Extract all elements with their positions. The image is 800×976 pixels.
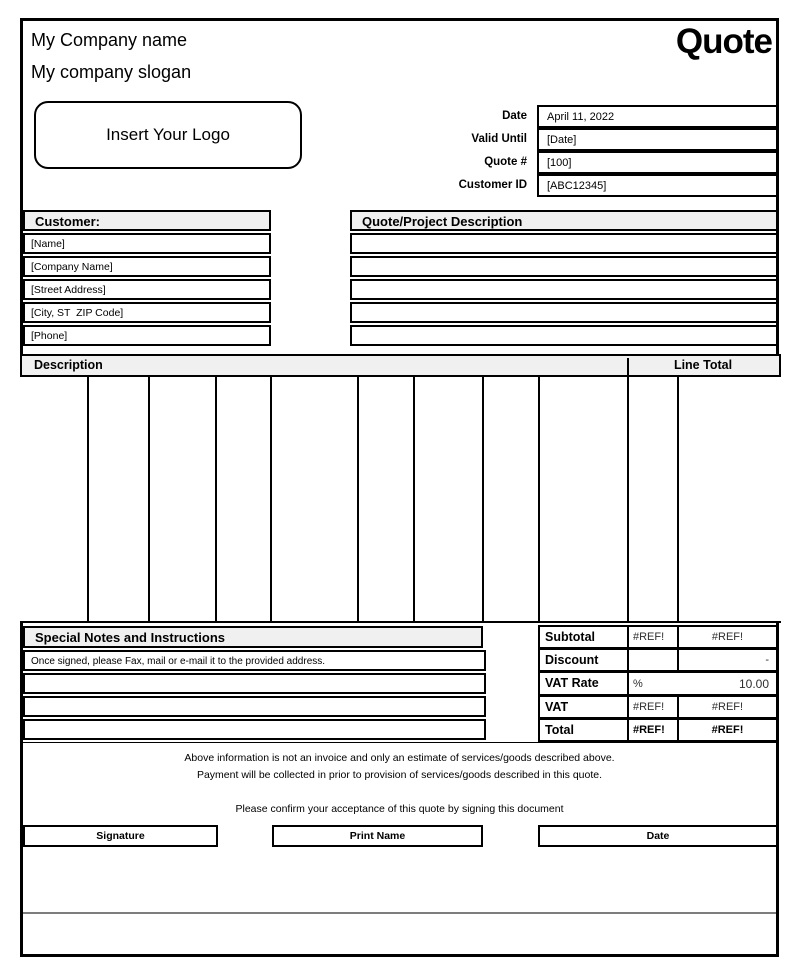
project-description-row[interactable]: [350, 256, 778, 277]
vat-rate-unit: %: [633, 677, 643, 690]
print-name-box: Print Name: [272, 825, 483, 847]
subtotal-value-2[interactable]: #REF!: [677, 625, 778, 649]
customer-id-label: Customer ID: [458, 179, 527, 191]
total-label: Total: [538, 718, 629, 742]
discount-label: Discount: [538, 648, 629, 672]
vat-value-1[interactable]: #REF!: [627, 695, 679, 719]
column-divider: [148, 377, 150, 621]
vat-label: VAT: [538, 695, 629, 719]
disclaimer-line-2: Payment will be collected in prior to provision of services/goods described in this quote.: [196, 769, 603, 781]
customer-city-field[interactable]: [City, ST ZIP Code]: [23, 302, 271, 323]
vat-rate-value[interactable]: [627, 671, 778, 696]
special-notes-row[interactable]: [23, 719, 486, 740]
column-divider: [627, 377, 629, 621]
footer-divider: [23, 742, 776, 743]
customer-name-field[interactable]: [Name]: [23, 233, 271, 254]
vat-value-2[interactable]: #REF!: [677, 695, 778, 719]
customer-id-field[interactable]: [ABC12345]: [537, 174, 778, 197]
subtotal-label: Subtotal: [538, 625, 629, 649]
customer-street-field[interactable]: [Street Address]: [23, 279, 271, 300]
page-border: [20, 18, 779, 957]
project-description-row[interactable]: [350, 325, 778, 346]
vat-rate-label: VAT Rate: [538, 671, 629, 696]
column-divider: [538, 377, 540, 621]
description-column-header: Description: [34, 358, 103, 372]
project-description-row[interactable]: [350, 279, 778, 300]
disclaimer-line-1: Above information is not an invoice and only an estimate of services/goods described above.: [184, 752, 615, 764]
total-value-2[interactable]: #REF!: [677, 718, 778, 742]
special-notes-header: Special Notes and Instructions: [23, 626, 483, 648]
special-notes-row[interactable]: Once signed, please Fax, mail or e-mail it to the provided address.: [23, 650, 486, 671]
vat-rate-amount: 10.00: [738, 676, 769, 691]
valid-until-field[interactable]: [Date]: [537, 128, 778, 151]
customer-phone-field[interactable]: [Phone]: [23, 325, 271, 346]
quote-number-label: Quote #: [484, 156, 527, 168]
special-notes-row[interactable]: [23, 673, 486, 694]
line-items-area[interactable]: [20, 377, 781, 623]
line-total-column-header: Line Total: [627, 358, 777, 377]
confirm-acceptance-line: Please confirm your acceptance of this quote by signing this document: [235, 803, 564, 815]
signature-box: Signature: [23, 825, 218, 847]
discount-value-2[interactable]: -: [677, 648, 778, 672]
document-title: Quote: [675, 23, 772, 61]
project-description-row[interactable]: [350, 302, 778, 323]
project-description-row[interactable]: [350, 233, 778, 254]
total-value-1[interactable]: #REF!: [627, 718, 679, 742]
project-description-header: Quote/Project Description: [350, 210, 778, 231]
logo-placeholder-label: Insert Your Logo: [106, 125, 230, 144]
bottom-gray-divider: [23, 912, 776, 914]
column-divider: [677, 377, 679, 621]
customer-company-field[interactable]: [Company Name]: [23, 256, 271, 277]
discount-value-1[interactable]: [627, 648, 679, 672]
company-slogan: My company slogan: [31, 62, 192, 82]
logo-placeholder[interactable]: [34, 101, 302, 169]
special-notes-row[interactable]: [23, 696, 486, 717]
line-items-header-row: [20, 354, 781, 377]
customer-section-header: Customer:: [23, 210, 271, 231]
date-box: Date: [538, 825, 778, 847]
column-divider: [215, 377, 217, 621]
column-divider: [413, 377, 415, 621]
company-name: My Company name: [31, 30, 188, 50]
column-divider: [482, 377, 484, 621]
column-divider: [357, 377, 359, 621]
quote-number-field[interactable]: [100]: [537, 151, 778, 174]
column-divider: [87, 377, 89, 621]
column-divider: [270, 377, 272, 621]
subtotal-value-1[interactable]: #REF!: [627, 625, 679, 649]
valid-until-label: Valid Until: [471, 133, 527, 145]
date-field[interactable]: April 11, 2022: [537, 105, 778, 128]
date-label: Date: [502, 110, 527, 122]
